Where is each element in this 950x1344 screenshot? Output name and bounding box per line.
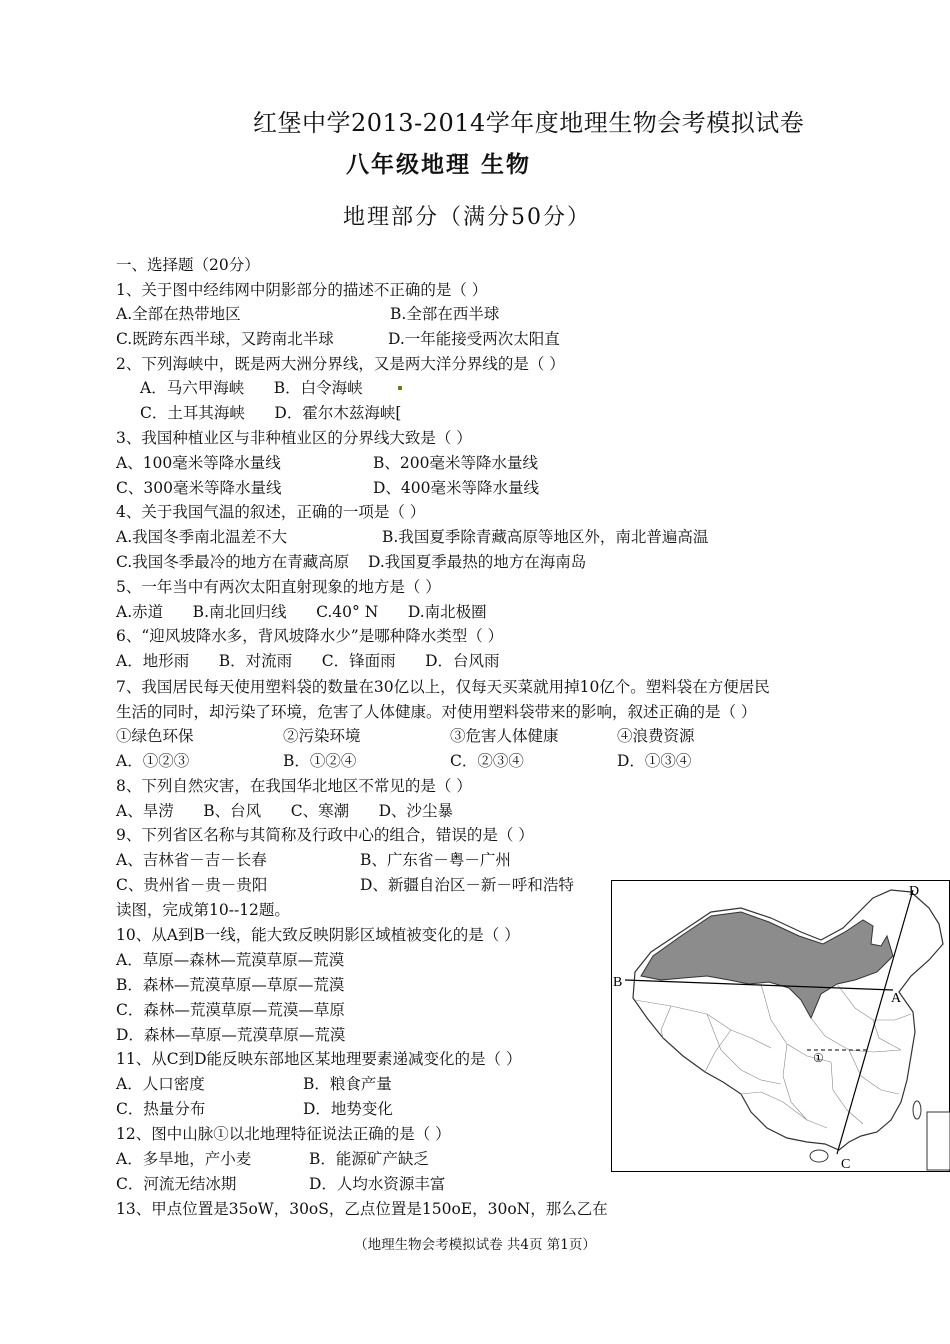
- q10-option-d: D．森林—草原—荒漠草原—荒漠: [116, 1026, 346, 1044]
- q13-stem: 13、甲点位置是35oW，30oS，乙点位置是150oE，30oN，那么乙在: [116, 1200, 608, 1218]
- q1-stem: 1、关于图中经纬网中阴影部分的描述不正确的是（ ）: [116, 281, 488, 299]
- q12-option-d: D．人均水资源丰富: [309, 1175, 446, 1193]
- label-b: B: [613, 975, 623, 990]
- q4-option-a: A.我国冬季南北温差不大: [116, 528, 288, 546]
- q11-option-a: A．人口密度: [116, 1075, 205, 1093]
- q7-item-4: ④浪费资源: [617, 727, 695, 745]
- part-title: 地理部分（满分50分）: [343, 205, 591, 230]
- q12-option-a: A．多旱地，产小麦: [116, 1150, 252, 1168]
- q3-option-b: B、200毫米等降水量线: [373, 454, 538, 472]
- q1-option-a: A.全部在热带地区: [116, 305, 241, 323]
- q9-option-d: D、新疆自治区－新－呼和浩特: [360, 876, 574, 894]
- q7-item-2: ②污染环境: [283, 727, 361, 745]
- q7-stem-line1: 7、我国居民每天使用塑料袋的数量在30亿以上，仅每天买菜就用掉10亿个。塑料袋在方便居民: [116, 678, 770, 696]
- q4-option-d: D.我国夏季最热的地方在海南岛: [368, 553, 587, 571]
- q5-stem: 5、一年当中有两次太阳直射现象的地方是（ ）: [116, 578, 441, 596]
- hainan-island: [810, 1150, 828, 1162]
- q1-option-c: C.既跨东西半球，又跨南北半球: [116, 330, 334, 348]
- q10-option-b: B．森林—荒漠草原—草原—荒漠: [116, 976, 345, 994]
- q7-item-1: ①绿色环保: [116, 727, 194, 745]
- q12-option-c: C．河流无结冰期: [116, 1175, 237, 1193]
- read-map-instruction: 读图，完成第10--12题。: [116, 901, 290, 919]
- q11-option-c: C．热量分布: [116, 1100, 206, 1118]
- q5-options: A.赤道 B.南北回归线 C.40° N D.南北极圈: [116, 603, 487, 621]
- q7-option-a: A．①②③: [116, 752, 190, 770]
- q4-stem: 4、关于我国气温的叙述，正确的一项是（ ）: [116, 503, 426, 521]
- q7-option-b: B．①②④: [283, 752, 357, 770]
- china-map-figure: [611, 880, 950, 1172]
- q3-stem: 3、我国种植业区与非种植业区的分界线大致是（ ）: [116, 429, 472, 447]
- q3-option-c: C、300毫米等降水量线: [116, 479, 282, 497]
- exam-subtitle: 八年级地理 生物: [346, 151, 532, 178]
- q9-stem: 9、下列省区名称与其简称及行政中心的组合，错误的是（ ）: [116, 826, 534, 844]
- q9-option-a: A、吉林省－吉－长春: [116, 851, 267, 869]
- page-footer: （地理生物会考模拟试卷 共4页 第1页）: [354, 1237, 596, 1253]
- q11-option-b: B．粮食产量: [303, 1075, 392, 1093]
- china-map-svg: [611, 880, 950, 1172]
- q2-options-cd: C．土耳其海峡 D．霍尔木兹海峡[: [140, 404, 402, 422]
- q10-option-c: C．森林—荒漠草原—荒漠—草原: [116, 1001, 345, 1019]
- q6-stem: 6、“迎风坡降水多，背风坡降水少”是哪种降水类型（ ）: [116, 627, 504, 645]
- q3-option-d: D、400毫米等降水量线: [373, 479, 540, 497]
- q2-stem: 2、下列海峡中，既是两大洲分界线，又是两大洋分界线的是（ ）: [116, 355, 565, 373]
- label-d: D: [909, 884, 920, 899]
- q1-option-b: B.全部在西半球: [390, 305, 500, 323]
- section-heading: 一、选择题（20分）: [116, 256, 260, 274]
- q7-option-d: D．①③④: [617, 752, 692, 770]
- exam-title: 红堡中学2013-2014学年度地理生物会考模拟试卷: [253, 109, 805, 137]
- q9-option-b: B、广东省－粤－广州: [360, 851, 511, 869]
- q12-stem: 12、图中山脉①以北地理特征说法正确的是（ ）: [116, 1125, 451, 1143]
- q12-option-b: B．能源矿产缺乏: [309, 1150, 429, 1168]
- q7-stem-line2: 生活的同时，却污染了环境，危害了人体健康。对使用塑料袋带来的影响，叙述正确的是（ ）: [116, 703, 757, 721]
- label-mountain-1: ①: [813, 1051, 824, 1065]
- q2-options-ab: A．马六甲海峡 B．白令海峡: [140, 379, 363, 397]
- label-a: A: [891, 991, 902, 1006]
- q11-option-d: D．地势变化: [303, 1100, 393, 1118]
- q8-options: A、旱涝 B、台风 C、寒潮 D、沙尘暴: [116, 802, 454, 820]
- q1-option-d: D.一年能接受两次太阳直: [388, 330, 560, 348]
- q8-stem: 8、下列自然灾害，在我国华北地区不常见的是（ ）: [116, 777, 472, 795]
- q7-option-c: C．②③④: [450, 752, 524, 770]
- label-c: C: [841, 1157, 851, 1172]
- q4-option-b: B.我国夏季除青藏高原等地区外，南北普遍高温: [382, 528, 709, 546]
- q11-stem: 11、从C到D能反映东部地区某地理要素递减变化的是（ ）: [116, 1050, 522, 1068]
- q9-option-c: C、贵州省－贵－贵阳: [116, 876, 268, 894]
- q6-options: A．地形雨 B．对流雨 C．锋面雨 D．台风雨: [116, 652, 500, 670]
- q4-option-c: C.我国冬季最冷的地方在青藏高原: [116, 553, 350, 571]
- taiwan-island: [913, 1101, 921, 1119]
- inset-box: [927, 1112, 950, 1170]
- q3-option-a: A、100毫米等降水量线: [116, 454, 281, 472]
- q10-stem: 10、从A到B一线，能大致反映阴影区域植被变化的是（ ）: [116, 926, 520, 944]
- q7-item-3: ③危害人体健康: [450, 727, 559, 745]
- stray-mark: [398, 386, 402, 390]
- q10-option-a: A．草原—森林—荒漠草原—荒漠: [116, 951, 345, 969]
